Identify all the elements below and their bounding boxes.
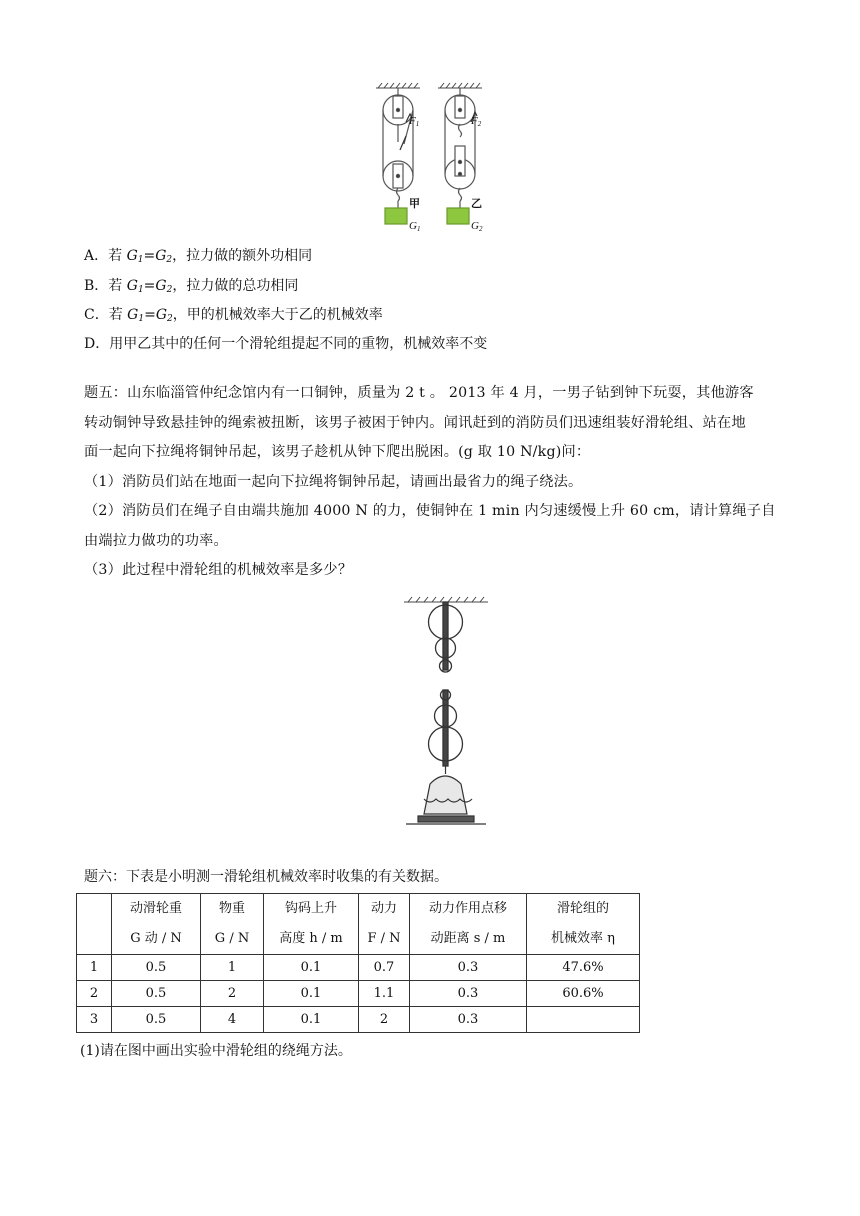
cell: 60.6% <box>527 981 640 1007</box>
bell-pulley-figure <box>400 594 492 826</box>
option-condition: $G_1=G_2$ <box>127 307 173 324</box>
cell: 0.7 <box>359 955 410 981</box>
cell: 3 <box>77 1007 112 1033</box>
cell <box>527 1007 640 1033</box>
problem5-question-2-cont: 由端拉力做功的功率。 <box>84 532 228 549</box>
movable-pulley-block <box>429 690 463 766</box>
cell: 2 <box>201 981 264 1007</box>
option-pre: 若 <box>108 248 127 264</box>
cell: 1.1 <box>359 981 410 1007</box>
option-text: ，拉力做的额外功相同 <box>172 248 313 264</box>
option-b <box>84 275 298 295</box>
header-efficiency: 滑轮组的 机械效率 η <box>527 894 640 955</box>
cell: 2 <box>77 981 112 1007</box>
header-index <box>77 894 112 955</box>
table-row <box>77 981 640 1007</box>
cell: 4 <box>201 1007 264 1033</box>
option-text: 用甲乙其中的任何一个滑轮组提起不同的重物，机械效率不变 <box>109 336 488 352</box>
problem-5 <box>84 379 784 586</box>
label-g2: G2 <box>471 220 483 233</box>
cell: 0.1 <box>264 955 359 981</box>
option-letter: C． <box>84 307 109 323</box>
header-force: 动力 F / N <box>359 894 410 955</box>
header-object-weight: 物重 G / N <box>201 894 264 955</box>
ceiling-right <box>438 83 482 88</box>
option-pre: 若 <box>108 278 127 294</box>
option-letter: B． <box>84 278 109 294</box>
label-g1: G1 <box>409 220 421 233</box>
problem-6-intro: 题六：下表是小明测一滑轮组机械效率时收集的有关数据。 <box>84 869 448 885</box>
cell: 1 <box>201 955 264 981</box>
option-pre: 若 <box>108 307 128 323</box>
fixed-pulley-block <box>429 602 463 672</box>
problem5-line: 面一起向下拉绳将铜钟吊起，该男子趁机从钟下爬出脱困。(g 取 10 N/kg)问： <box>84 444 591 460</box>
cell: 0.1 <box>264 1007 359 1033</box>
cell: 0.3 <box>410 981 527 1007</box>
table-row <box>77 1007 640 1033</box>
label-jia: 甲 <box>409 197 420 210</box>
ceiling-left <box>376 83 420 88</box>
problem5-line: 转动铜钟导致悬挂钟的绳索被扭断，该男子被困于钟内。闻讯赶到的消防员们迅速组装好滑轮组、站在地 <box>84 414 746 431</box>
option-letter: A． <box>84 248 109 264</box>
option-text: ，甲的机械效率大于乙的机械效率 <box>172 307 383 323</box>
label-f1: F1 <box>409 115 420 128</box>
option-condition: $G_1=G_2$ <box>126 278 173 295</box>
bell <box>406 766 486 824</box>
label-f2: F2 <box>471 115 482 128</box>
header-distance: 动力作用点移 动距离 s / m <box>410 894 527 955</box>
option-condition: $G_1=G_2$ <box>126 248 173 265</box>
pulley-systems-figure <box>368 82 518 234</box>
problem-6-question-1: (1)请在图中画出实验中滑轮组的绕绳方法。 <box>80 1043 352 1059</box>
option-letter: D． <box>84 336 110 352</box>
header-height: 钩码上升 高度 h / m <box>264 894 359 955</box>
cell: 0.1 <box>264 981 359 1007</box>
table-row <box>77 955 640 981</box>
cell: 0.3 <box>410 955 527 981</box>
cell: 0.5 <box>112 955 201 981</box>
problem5-line: 题五：山东临淄管仲纪念馆内有一口铜钟，质量为 2 t 。 2013 年 4 月，一男子钻到钟下玩耍，其他游客 <box>84 385 754 401</box>
option-text: ，拉力做的总功相同 <box>172 278 299 294</box>
problem5-question-3: （3）此过程中滑轮组的机械效率是多少？ <box>84 562 353 578</box>
cell: 47.6% <box>527 955 640 981</box>
table-header-row <box>77 894 640 955</box>
header-pulley-weight: 动滑轮重 G 动 / N <box>112 894 201 955</box>
cell: 0.5 <box>112 981 201 1007</box>
label-yi: 乙 <box>471 197 482 210</box>
option-a <box>84 245 312 265</box>
problem5-question-2: （2）消防员们在绳子自由端共施加 4000 N 的力，使铜钟在 1 min 内匀速缓慢上升 60 cm，请计算绳子自 <box>84 503 776 519</box>
problem5-question-1: （1）消防员们站在地面一起向下拉绳将铜钟吊起，请画出最省力的绳子绕法。 <box>84 473 583 490</box>
cell: 1 <box>77 955 112 981</box>
cell: 0.5 <box>112 1007 201 1033</box>
efficiency-table <box>76 893 640 1033</box>
option-c <box>84 304 383 324</box>
cell: 2 <box>359 1007 410 1033</box>
cell: 0.3 <box>410 1007 527 1033</box>
option-d <box>84 333 487 353</box>
